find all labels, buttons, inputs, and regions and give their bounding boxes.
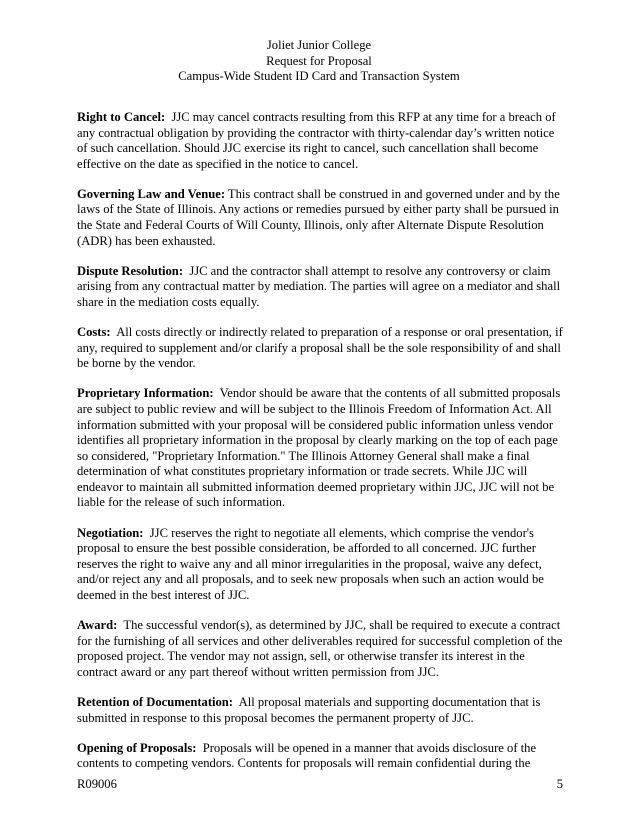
paragraph-line [77, 741, 563, 757]
paragraph-text: JJC reserves the right to negotiate all elements, which comprise the vendor's [143, 525, 534, 540]
paragraph-line: are subject to public review and will be subject to the Illinois Freedom of Information Act. All [77, 401, 552, 416]
paragraph-text: The successful vendor(s), as determined by JJC, shall be required to execute a contract [117, 618, 561, 633]
section-heading: Retention of Documentation: [77, 694, 234, 709]
document-body [77, 110, 563, 786]
paragraph-line [77, 110, 563, 126]
paragraph-line: proposed project. The vendor may not assign, sell, or otherwise transfer its interest in the [77, 649, 525, 664]
footer-page-number: 5 [556, 777, 563, 791]
section-opening-of-proposals [77, 741, 563, 772]
section-heading: Award: [77, 618, 118, 633]
section-proprietary-information [77, 386, 563, 511]
paragraph-line: proposal to ensure the best possible consideration, be afforded to all concerned. JJC further [77, 541, 536, 556]
section-heading: Opening of Proposals: [77, 740, 197, 755]
paragraph-line: any contractual obligation by providing the contractor with thirty-calendar day’s written notice [77, 125, 555, 140]
paragraph-line: deemed in the best interest of JJC. [77, 587, 250, 602]
paragraph-line: reserves the right to waive any and all minor irregularities in the proposal, waive any defect, [77, 556, 542, 571]
paragraph-line: liable for the release of such information. [77, 495, 286, 510]
paragraph-line: determination of what constitutes proprietary information or trade secrets. While JJC will [77, 464, 528, 479]
paragraph-line [77, 695, 563, 711]
paragraph-line: submitted in response to this proposal becomes the permanent property of JJC. [77, 710, 474, 725]
paragraph-line [77, 526, 563, 542]
section-retention-of-documentation [77, 695, 563, 726]
paragraph-line [77, 386, 563, 402]
paragraph-text: JJC and the contractor shall attempt to resolve any controversy or claim [183, 263, 551, 278]
paragraph-line: so considered, "Proprietary Information." The Illinois Attorney General shall make a final [77, 448, 530, 463]
paragraph-line: laws of the State of Illinois. Any actions or remedies pursued by either party shall be pursued in [77, 202, 559, 217]
paragraph-line: information submitted with your proposal will be considered public information unless vendor [77, 417, 554, 432]
paragraph-line: any, required to supplement and/or clarify a proposal shall be the sole responsibility of and shall [77, 340, 561, 355]
document-header [0, 38, 638, 85]
section-heading: Negotiation: [77, 525, 144, 540]
paragraph-text: JJC may cancel contracts resulting from this RFP at any time for a breach of [165, 110, 556, 124]
paragraph-text: Proposals will be opened in a manner that avoids disclosure of the [196, 740, 537, 755]
paragraph-line: arising from any contractual matter by mediation. The parties will agree on a mediator and shall [77, 279, 561, 294]
paragraph-line: (ADR) has been exhausted. [77, 233, 216, 248]
paragraph-line: contents to competing vendors. Contents for proposals will remain confidential during the [77, 756, 531, 771]
section-heading: Dispute Resolution: [77, 263, 184, 278]
section-heading: Proprietary Information: [77, 386, 214, 401]
section-right-to-cancel [77, 110, 563, 172]
paragraph-line [77, 325, 563, 341]
section-dispute-resolution [77, 264, 563, 311]
header-project-title: Campus-Wide Student ID Card and Transaction System [178, 69, 460, 84]
section-heading: Right to Cancel: [77, 110, 166, 124]
paragraph-line: the State and Federal Courts of Will County, Illinois, only after Alternate Dispute Resolution [77, 218, 544, 233]
paragraph-line: endeavor to maintain all submitted information deemed proprietary within JJC, JJC will not be [77, 479, 555, 494]
paragraph-line: share in the mediation costs equally. [77, 294, 260, 309]
header-document-type: Request for Proposal [266, 53, 372, 68]
paragraph-line [77, 187, 563, 203]
paragraph-text: All costs directly or indirectly related to preparation of a response or oral presentation, if [110, 325, 563, 340]
paragraph-line: of such cancellation. Should JJC exercise its right to cancel, such cancellation shall become [77, 141, 539, 156]
section-governing-law [77, 187, 563, 249]
paragraph-line: contract award or any part thereof without written permission from JJC. [77, 664, 439, 679]
section-heading: Costs: [77, 325, 111, 340]
paragraph-line: and/or reject any and all proposals, and to seek new proposals when such an action would be [77, 572, 544, 587]
section-award [77, 618, 563, 680]
section-costs [77, 325, 563, 372]
paragraph-line: effective on the date as specified in the notice to cancel. [77, 156, 359, 171]
section-negotiation [77, 526, 563, 604]
paragraph-line [77, 618, 563, 634]
paragraph-line [77, 264, 563, 280]
paragraph-text: All proposal materials and supporting documentation that is [233, 694, 541, 709]
paragraph-line: identifies all proprietary information in the proposal by clearly marking on the top of each page [77, 433, 558, 448]
paragraph-line: be borne by the vendor. [77, 356, 196, 371]
section-heading: Governing Law and Venue: [77, 186, 226, 201]
header-college-name: Joliet Junior College [266, 38, 372, 52]
footer-document-id: R09006 [77, 777, 117, 791]
paragraph-text: This contract shall be construed in and governed under and by the [225, 186, 560, 201]
paragraph-text: Vendor should be aware that the contents of all submitted proposals [213, 386, 561, 401]
paragraph-line: for the furnishing of all services and other deliverables required for successful completion of the [77, 633, 563, 648]
